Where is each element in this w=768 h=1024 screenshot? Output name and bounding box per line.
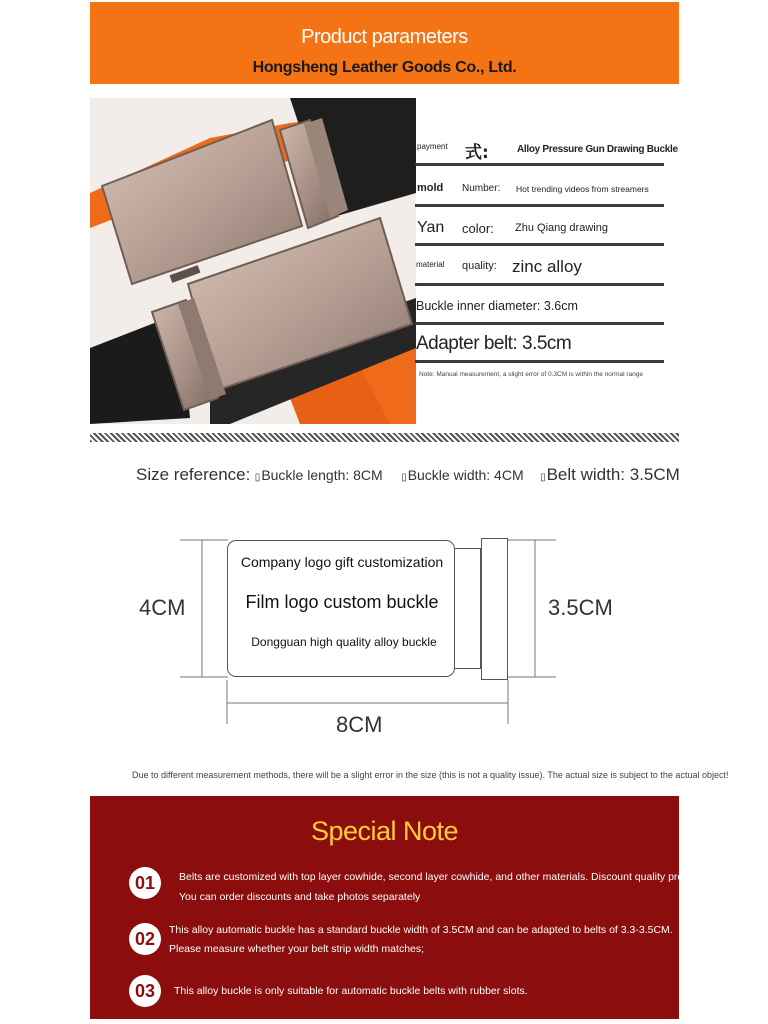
style-label: payment	[417, 142, 448, 151]
diagram-line-3: Dongguan high quality alloy buckle	[251, 635, 437, 649]
note-item-1-line-1: Belts are customized with top layer cowhide, second layer cowhide, and other materials. Discount quality production,	[179, 871, 721, 883]
belt-width: Belt width: 3.5CM	[546, 465, 680, 484]
model-value: Hot trending videos from streamers	[516, 184, 649, 194]
buckle-width: Buckle width: 4CM	[407, 467, 524, 483]
size-error-note: Due to different measurement methods, there will be a slight error in the size (this is not a quality issue). The actual size is subject to the actual object!	[132, 770, 729, 780]
buckle-outline	[227, 540, 455, 677]
note-number: 02	[129, 923, 161, 955]
note-item-2-line-2: Please measure whether your belt strip width matches;	[169, 943, 425, 955]
belt-dimension: 3.5CM	[548, 595, 613, 620]
material-value: zinc alloy	[512, 257, 582, 276]
page-title: Product parameters	[301, 26, 468, 48]
note-item-1-line-2: You can order discounts and take photos separately	[179, 891, 421, 903]
note-number: 03	[129, 975, 161, 1007]
box-glyph: ▯	[401, 472, 407, 483]
height-dimension: 4CM	[139, 595, 186, 620]
company-name: Hongsheng Leather Goods Co., Ltd.	[252, 59, 517, 76]
note-item-3-line-1: This alloy buckle is only suitable for automatic buckle belts with rubber slots.	[174, 985, 528, 997]
buckle-bar-outer	[481, 538, 508, 680]
box-glyph: ▯	[540, 472, 546, 483]
buckle-length: Buckle length: 8CM	[261, 467, 383, 483]
note-item-2-line-1: This alloy automatic buckle has a standard buckle width of 3.5CM and can be adapted to belts of 3.3-3.5CM.	[169, 924, 673, 936]
color-sub: color:	[462, 221, 494, 236]
diagram-line-1: Company logo gift customization	[240, 554, 444, 570]
measurement-note: Note: Manual measurement, a slight error of 0.3CM is within the normal range	[419, 371, 643, 378]
material-sub: quality:	[462, 260, 497, 272]
color-label: Yan	[417, 219, 445, 236]
diagram-line-2: Film logo custom buckle	[245, 592, 439, 612]
style-value: Alloy Pressure Gun Drawing Buckle	[517, 144, 678, 155]
size-reference-label: Size reference:	[136, 465, 251, 484]
note-number: 01	[129, 867, 161, 899]
special-note-title: Special Note	[310, 816, 459, 846]
inner-diameter: Buckle inner diameter: 3.6cm	[416, 299, 578, 313]
box-glyph: ▯	[254, 472, 261, 483]
special-note-panel	[90, 796, 721, 1019]
material-label: material	[416, 260, 445, 269]
adapter-belt: Adapter belt: 3.5cm	[416, 333, 572, 354]
buckle-bar-inner	[455, 548, 481, 669]
model-sub: Number:	[462, 183, 501, 194]
length-dimension: 8CM	[336, 712, 383, 737]
color-value: Zhu Qiang drawing	[515, 222, 608, 234]
style-char: 式:	[465, 143, 489, 163]
model-label: mold	[417, 182, 444, 194]
